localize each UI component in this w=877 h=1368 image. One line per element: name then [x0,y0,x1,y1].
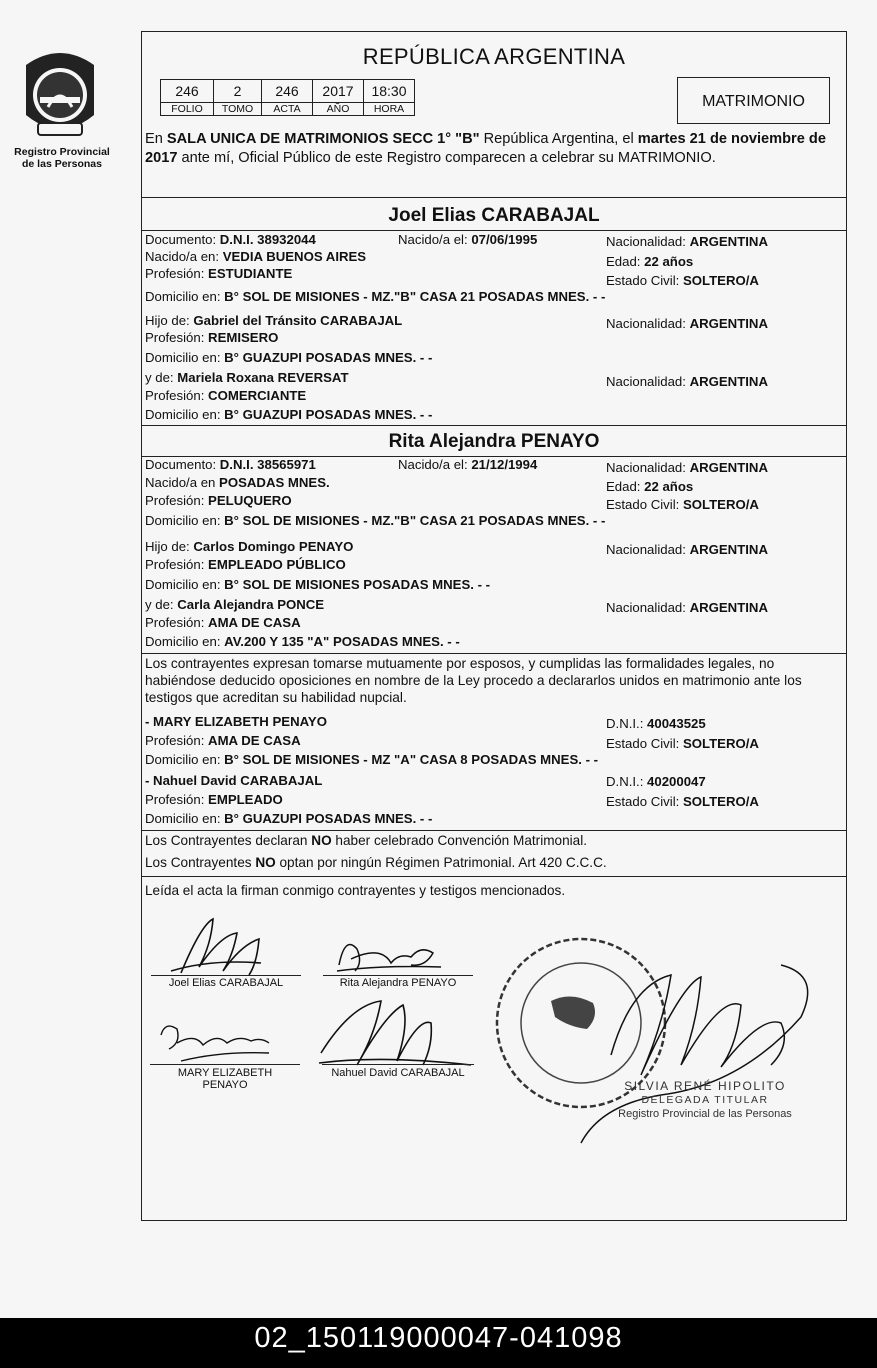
spouse1-profession [145,266,292,282]
no-emphasis: NO [311,833,332,848]
intro-en: En [145,131,167,147]
value: B° SOL DE MISIONES POSADAS MNES. - - [224,577,491,592]
label: Edad: [606,479,645,494]
logo-caption-line2: de las Personas [22,158,102,170]
hora-value: 18:30 [364,80,415,103]
declaration-paragraph: Los contrayentes expresan tomarse mutuamente por esposos, y cumplidas las formalidades legales, no habiéndose deducido oposiciones en nombre de la Ley procedo a declararlos unidos en matrimonio ante los testigos que acreditan su habilidad nupcial. [145,656,802,705]
signature-caption-rita: Rita Alejandra PENAYO [339,977,457,989]
hora-label: HORA [364,103,415,116]
spouse1-name-header: Joel Elias CARABAJAL [388,205,600,226]
label: Documento: [145,232,220,247]
intro-mid: República Argentina, el [479,131,638,147]
spouse2-birthdate [398,457,537,473]
spouse1-birthplace [145,249,366,265]
signature-nahuel [319,1001,471,1065]
value: - Nahuel David CARABAJAL [145,773,323,788]
spouse1-mother-profession [145,388,306,404]
divider [141,230,847,231]
witness2-dni [606,774,706,790]
label: Profesión: [145,792,209,807]
signature-caption-joel: Joel Elias CARABAJAL [168,977,284,989]
label: Domicilio en: [145,289,225,304]
signature-caption-nahuel: Nahuel David CARABAJAL [331,1067,465,1079]
witness2-profession [145,792,283,808]
signature-line [323,975,473,976]
text: haber celebrado Convención Matrimonial. [331,833,588,848]
value: Mariela Roxana REVERSAT [177,370,349,385]
value: 21/12/1994 [471,457,538,472]
divider [141,876,847,877]
label: Domicilio en: [145,577,225,592]
spouse1-father-address [145,350,432,366]
value: EMPLEADO [208,792,283,807]
witness1-address [145,752,598,768]
value: Carlos Domingo PENAYO [193,539,354,554]
label: Domicilio en: [145,513,225,528]
acta-value: 246 [262,80,313,103]
spouse2-document [145,457,316,473]
convention-statement [145,833,587,849]
spouse2-age [606,479,693,495]
value: ARGENTINA [689,234,768,249]
value: AMA DE CASA [208,733,301,748]
logo-caption [4,146,120,170]
spouse2-father-nationality [606,542,768,558]
value: REMISERO [208,330,279,345]
label: Profesión: [145,557,209,572]
signatures-area [141,905,841,1165]
intro-rest: ante mí, Oficial Público de este Registro comparecen a celebrar su MATRIMONIO. [177,150,716,166]
value: SOLTERO/A [682,736,759,751]
record-grid [160,79,415,116]
signature-caption-mary [150,1067,300,1091]
spouse2-profession [145,493,292,509]
signature-joel [171,919,261,975]
witness2-name [145,773,322,789]
label: Estado Civil: [606,794,683,809]
value: AMA DE CASA [208,615,301,630]
spouse1-address [145,289,605,305]
spouse1-father-profession [145,330,278,346]
spouse2-father [145,539,353,555]
label: Profesión: [145,615,209,630]
label: Domicilio en: [145,634,225,649]
value: SOLTERO/A [682,497,759,512]
spouse2-civil-status [606,497,759,513]
signature-mary [161,1026,269,1061]
spouse1-father [145,313,402,329]
label: Nacionalidad: [606,234,690,249]
spouse2-father-profession [145,557,346,573]
label: Estado Civil: [606,497,683,512]
label: Nacido/a en: [145,249,223,264]
value: PELUQUERO [208,493,292,508]
divider [141,830,847,831]
value: 40043525 [647,716,706,731]
logo-caption-line1: Registro Provincial [14,146,110,158]
value: COMERCIANTE [208,388,307,403]
label: Hijo de: [145,539,194,554]
document-code: 02_150119000047-041098 [254,1322,623,1354]
label: y de: [145,597,178,612]
value: B° GUAZUPI POSADAS MNES. - - [224,407,433,422]
label: Nacionalidad: [606,460,690,475]
value: B° GUAZUPI POSADAS MNES. - - [224,350,433,365]
closing-statement: Leída el acta la firman conmigo contrayentes y testigos mencionados. [145,883,566,898]
label: Estado Civil: [606,736,683,751]
label: Domicilio en: [145,752,225,767]
value: D.N.I. 38932044 [219,232,316,247]
value: ARGENTINA [689,460,768,475]
witness1-civil-status [606,736,759,752]
value: ARGENTINA [689,600,768,615]
label: D.N.I.: [606,716,648,731]
label: Hijo de: [145,313,194,328]
label: Nacido/a el: [398,457,472,472]
label: Nacionalidad: [606,316,690,331]
spouse1-civil-status [606,273,759,289]
value: AV.200 Y 135 "A" POSADAS MNES. - - [224,634,460,649]
value: SOLTERO/A [682,794,759,809]
label: Profesión: [145,330,209,345]
tomo-value: 2 [214,80,262,103]
text: optan por ningún Régimen Patrimonial. Art 420 C.C.C. [275,855,607,870]
label: D.N.I.: [606,774,648,789]
divider [141,197,847,198]
value: ARGENTINA [689,316,768,331]
spouse2-birthplace [145,475,330,491]
spouse2-name-header: Rita Alejandra PENAYO [388,431,600,452]
label: Nacido/a el: [398,232,472,247]
value: B° SOL DE MISIONES - MZ "A" CASA 8 POSADAS MNES. - - [224,752,599,767]
intro-date: martes 21 de noviembre de 2017 [145,131,826,166]
value: - MARY ELIZABETH PENAYO [145,714,327,729]
value: EMPLEADO PÚBLICO [208,557,346,572]
value: Gabriel del Tránsito CARABAJAL [193,313,403,328]
signature-line [151,975,301,976]
label: y de: [145,370,178,385]
value: ESTUDIANTE [208,266,293,281]
value: ARGENTINA [689,374,768,389]
signature-caption-mary-line2: PENAYO [202,1079,248,1091]
spouse2-father-address [145,577,490,593]
spouse1-age [606,254,693,270]
value: B° SOL DE MISIONES - MZ."B" CASA 21 POSADAS MNES. - - [224,289,606,304]
spouse1-mother [145,370,349,386]
text: Los Contrayentes [145,855,256,870]
witness1-profession [145,733,301,749]
no-emphasis: NO [255,855,276,870]
signature-rita [337,945,441,971]
witness1-dni [606,716,706,732]
label: Domicilio en: [145,350,225,365]
spouse1-birthdate [398,232,537,248]
official-office: Registro Provincial de las Personas [618,1108,792,1120]
witness2-address [145,811,432,827]
intro-paragraph [145,130,845,168]
label: Profesión: [145,266,209,281]
label: Domicilio en: [145,407,225,422]
label: Domicilio en: [145,811,225,826]
label: Nacido/a en [145,475,220,490]
folio-label: FOLIO [161,103,214,116]
spouse1-mother-address [145,407,432,423]
tomo-label: TOMO [214,103,262,116]
label: Edad: [606,254,645,269]
value: 40200047 [647,774,706,789]
spouse1-document [145,232,316,248]
label: Profesión: [145,493,209,508]
text: Los Contrayentes declaran [145,833,312,848]
anio-label: AÑO [313,103,364,116]
label: Nacionalidad: [606,542,690,557]
divider [141,653,847,654]
value: 07/06/1995 [471,232,538,247]
spouse2-mother-nationality [606,600,768,616]
intro-place: SALA UNICA DE MATRIMONIOS SECC 1° "B" [166,131,480,147]
regime-statement [145,855,607,871]
label: Nacionalidad: [606,600,690,615]
official-role: DELEGADA TITULAR [641,1094,769,1106]
acta-label: ACTA [262,103,313,116]
official-name: SILVIA RENÉ HIPOLITO [624,1079,786,1093]
value: SOLTERO/A [682,273,759,288]
value: ARGENTINA [689,542,768,557]
label: Estado Civil: [606,273,683,288]
spouse1-father-nationality [606,316,768,332]
spouse2-mother [145,597,324,613]
signature-caption-mary-line1: MARY ELIZABETH [177,1067,273,1079]
spouse1-nationality [606,234,768,250]
value: VEDIA BUENOS AIRES [222,249,367,264]
value: Carla Alejandra PONCE [177,597,325,612]
signature-line [322,1064,474,1065]
value: 22 años [644,479,694,494]
divider [141,425,847,426]
spouse2-nationality [606,460,768,476]
witness1-name [145,714,327,730]
spouse2-address [145,513,605,529]
label: Profesión: [145,388,209,403]
spouse2-mother-profession [145,615,301,631]
folio-value: 246 [161,80,214,103]
spouse2-mother-address [145,634,460,650]
province-seal-logo [18,45,102,145]
page-title: REPÚBLICA ARGENTINA [362,44,626,69]
value: B° SOL DE MISIONES - MZ."B" CASA 21 POSADAS MNES. - - [224,513,606,528]
label: Nacionalidad: [606,374,690,389]
record-kind-box: MATRIMONIO [677,77,830,124]
value: 22 años [644,254,694,269]
signature-line [150,1064,300,1065]
value: B° GUAZUPI POSADAS MNES. - - [224,811,433,826]
value: POSADAS MNES. [219,475,330,490]
label: Documento: [145,457,220,472]
label: Profesión: [145,733,209,748]
spouse1-mother-nationality [606,374,768,390]
witness2-civil-status [606,794,759,810]
anio-value: 2017 [313,80,364,103]
value: D.N.I. 38565971 [219,457,316,472]
